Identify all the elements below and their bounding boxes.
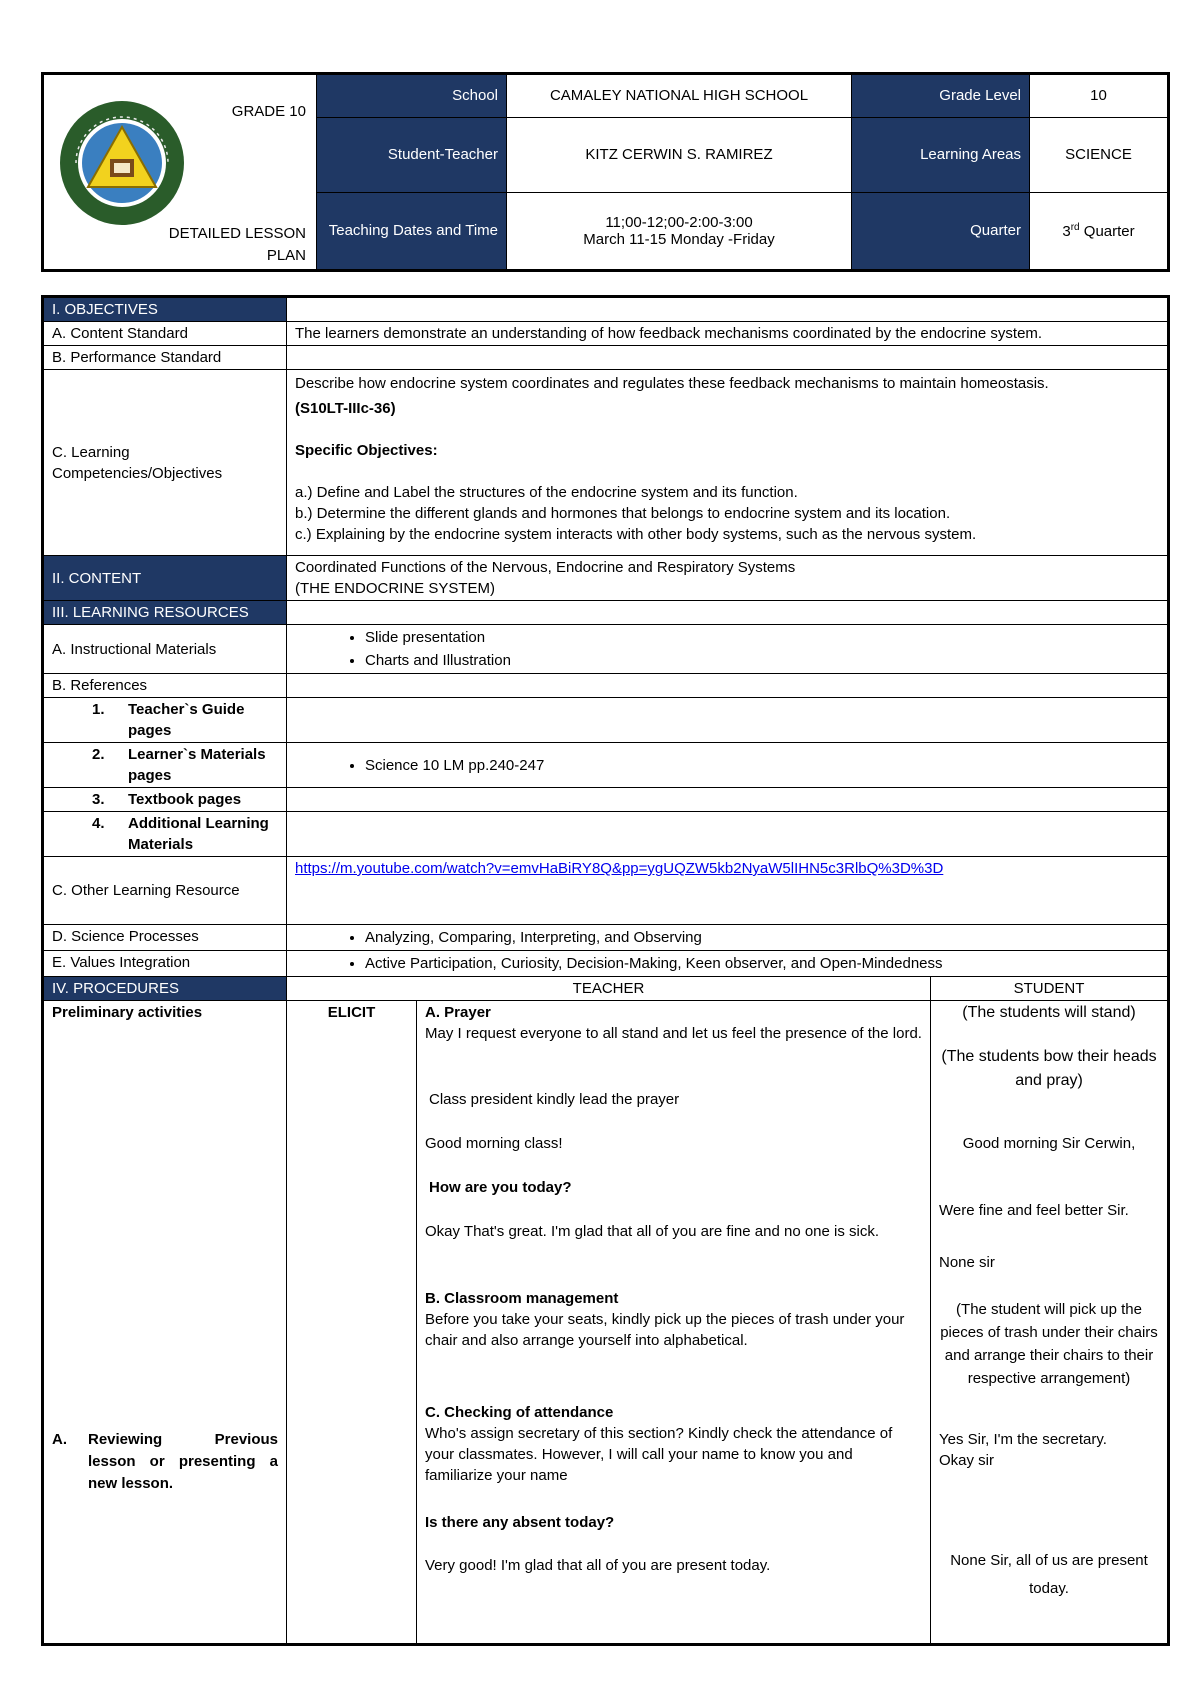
student-stand: (The students will stand) <box>962 1004 1136 1021</box>
dates-days: March 11-15 Monday -Friday <box>583 230 775 248</box>
student-secretary: Yes Sir, I'm the secretary. <box>939 1431 1107 1448</box>
step-a <box>52 1429 278 1495</box>
content-value <box>287 556 1169 601</box>
ref3-num: 3. <box>92 791 105 808</box>
lesson-plan-table <box>41 295 1170 1646</box>
objectives-heading-blank <box>287 297 1169 322</box>
science-processes-label: D. Science Processes <box>43 925 287 951</box>
ref2-value: • Science 10 LM pp.240-247 <box>365 754 1159 777</box>
quarter-value <box>1030 192 1169 270</box>
ref1-label: Teacher`s Guide pages <box>128 701 245 739</box>
teacher-great: Okay That's great. I'm glad that all of you are fine and no one is sick. <box>425 1223 880 1240</box>
grade-level-value: 10 <box>1030 74 1169 118</box>
absent-question: Is there any absent today? <box>425 1514 615 1531</box>
school-value: CAMALEY NATIONAL HIGH SCHOOL <box>507 74 852 118</box>
doc-title: DETAILED LESSON PLAN <box>168 225 306 264</box>
resources-heading: III. LEARNING RESOURCES <box>43 601 287 625</box>
ref-textbook <box>43 788 287 812</box>
student-header: STUDENT <box>931 977 1169 1001</box>
competencies-value <box>287 370 1169 556</box>
instructional-label: A. Instructional Materials <box>43 625 287 674</box>
objectives-heading: I. OBJECTIVES <box>43 297 287 322</box>
prayer-title: A. Prayer <box>425 1004 491 1021</box>
specific-objectives-label: Specific Objectives: <box>295 442 438 459</box>
competency-line: Describe how endocrine system coordinates and regulates these feedback mechanisms to maintain homeostasis. <box>295 375 1049 392</box>
teacher-column <box>417 1001 931 1645</box>
student-present: None Sir, all of us are present today. <box>950 1552 1148 1597</box>
instructional-value <box>287 625 1169 674</box>
quarter-word: Quarter <box>1079 222 1135 240</box>
dates-time: 11;00-12;00-2:00-3:00 <box>605 213 753 231</box>
prayer-text: May I request everyone to all stand and let us feel the presence of the lord. <box>425 1025 922 1042</box>
teacher-very-good: Very good! I'm glad that all of you are present today. <box>425 1557 771 1574</box>
values-integration-cell <box>287 951 1169 977</box>
student-teacher-label: Student-Teacher <box>317 117 507 192</box>
grade-level-label: Grade Level <box>852 74 1030 118</box>
ref-additional <box>43 812 287 857</box>
ref1-value <box>287 698 1169 743</box>
dates-label: Teaching Dates and Time <box>317 192 507 270</box>
quarter-sup: rd <box>1070 221 1080 233</box>
list-item: • Charts and Illustration <box>365 649 1159 672</box>
learning-areas-value: SCIENCE <box>1030 117 1169 192</box>
content-line1: Coordinated Functions of the Nervous, Endocrine and Respiratory Systems <box>295 559 796 576</box>
teacher-president: Class president kindly lead the prayer <box>429 1091 680 1108</box>
performance-standard-value <box>287 346 1169 370</box>
ref2-value-cell <box>287 743 1169 788</box>
competency-code: (S10LT-IIIc-36) <box>295 400 396 417</box>
ref2-label: Learner`s Materials pages <box>128 746 266 784</box>
instructional-list <box>295 626 1159 672</box>
ref4-label: Additional Learning Materials <box>128 815 269 853</box>
ref-teacher-guide <box>43 698 287 743</box>
content-line2: (THE ENDOCRINE SYSTEM) <box>295 580 496 597</box>
teacher-header: TEACHER <box>287 977 931 1001</box>
school-seal-icon <box>56 97 188 229</box>
references-label: B. References <box>43 674 287 698</box>
objective-c: c.) Explaining by the endocrine system interacts with other body systems, such as the nervous system. <box>295 526 977 543</box>
resources-heading-blank <box>287 601 1169 625</box>
school-label: School <box>317 74 507 118</box>
mgmt-title: B. Classroom management <box>425 1290 619 1307</box>
student-okay: Okay sir <box>939 1452 995 1469</box>
science-processes-value: • Analyzing, Comparing, Interpreting, and Observing <box>365 926 1159 949</box>
mgmt-text: Before you take your seats, kindly pick up the pieces of trash under your chair and also arrange yourself into alphabetical. <box>425 1311 905 1349</box>
teacher-how-are-you: How are you today? <box>429 1179 572 1196</box>
attendance-text: Who's assign secretary of this section? Kindly check the attendance of your classmates. However, I will call your name to know you and familiarize your name <box>425 1425 893 1484</box>
learning-areas-label: Learning Areas <box>852 117 1030 192</box>
grade-label: GRADE 10 <box>231 103 306 120</box>
competencies-label: C. Learning Competencies/Objectives <box>43 370 287 556</box>
performance-standard-label: B. Performance Standard <box>43 346 287 370</box>
objective-b: b.) Determine the different glands and hormones that belongs to endocrine system and its location. <box>295 505 951 522</box>
content-standard-value: The learners demonstrate an understanding of how feedback mechanisms coordinated by the endocrine system. <box>287 322 1169 346</box>
list-item: • Slide presentation <box>365 626 1159 649</box>
ref4-num: 4. <box>92 815 105 832</box>
content-heading: II. CONTENT <box>43 556 287 601</box>
student-trash: (The student will pick up the pieces of trash under their chairs and arrange their chairs to their respective arrangement) <box>940 1301 1158 1387</box>
teacher-greeting: Good morning class! <box>425 1135 563 1152</box>
other-resource-label: C. Other Learning Resource <box>43 857 287 925</box>
ref4-value <box>287 812 1169 857</box>
values-integration-value: • Active Participation, Curiosity, Decision-Making, Keen observer, and Open-Mindedness <box>365 952 1159 975</box>
procedures-left-cell <box>43 1001 287 1645</box>
other-resource-value <box>287 857 1169 925</box>
youtube-link[interactable]: https://m.youtube.com/watch?v=emvHaBiRY8Q&pp=ygUQZW5kb2NyaW5lIHN5c3RlbQ%3D%3D <box>295 860 944 877</box>
ref3-value <box>287 788 1169 812</box>
header-table <box>41 72 1170 272</box>
science-processes-cell <box>287 925 1169 951</box>
logo-cell <box>43 74 317 271</box>
student-column <box>931 1001 1169 1645</box>
student-greeting: Good morning Sir Cerwin, <box>962 1135 1136 1152</box>
elicit-label: ELICIT <box>287 1001 417 1645</box>
ref3-label: Textbook pages <box>128 791 242 808</box>
student-teacher-value: KITZ CERWIN S. RAMIREZ <box>507 117 852 192</box>
content-standard-label: A. Content Standard <box>43 322 287 346</box>
student-fine: Were fine and feel better Sir. <box>939 1202 1129 1219</box>
ref-learner-materials <box>43 743 287 788</box>
attendance-title: C. Checking of attendance <box>425 1404 614 1421</box>
ref1-num: 1. <box>92 701 105 718</box>
student-none: None sir <box>939 1254 995 1271</box>
step-a-letter: A. <box>52 1431 67 1448</box>
preliminary-label: Preliminary activities <box>52 1004 203 1021</box>
values-integration-label: E. Values Integration <box>43 951 287 977</box>
quarter-label: Quarter <box>852 192 1030 270</box>
quarter-num: 3 <box>1062 222 1071 240</box>
objective-a: a.) Define and Label the structures of the endocrine system and its function. <box>295 484 798 501</box>
procedures-heading: IV. PROCEDURES <box>43 977 287 1001</box>
dates-value <box>507 192 852 270</box>
student-bow: (The students bow their heads and pray) <box>941 1048 1157 1089</box>
step-a-text: Reviewing Previous lesson or presenting a new lesson. <box>88 1431 278 1492</box>
ref2-num: 2. <box>92 746 105 763</box>
references-blank <box>287 674 1169 698</box>
